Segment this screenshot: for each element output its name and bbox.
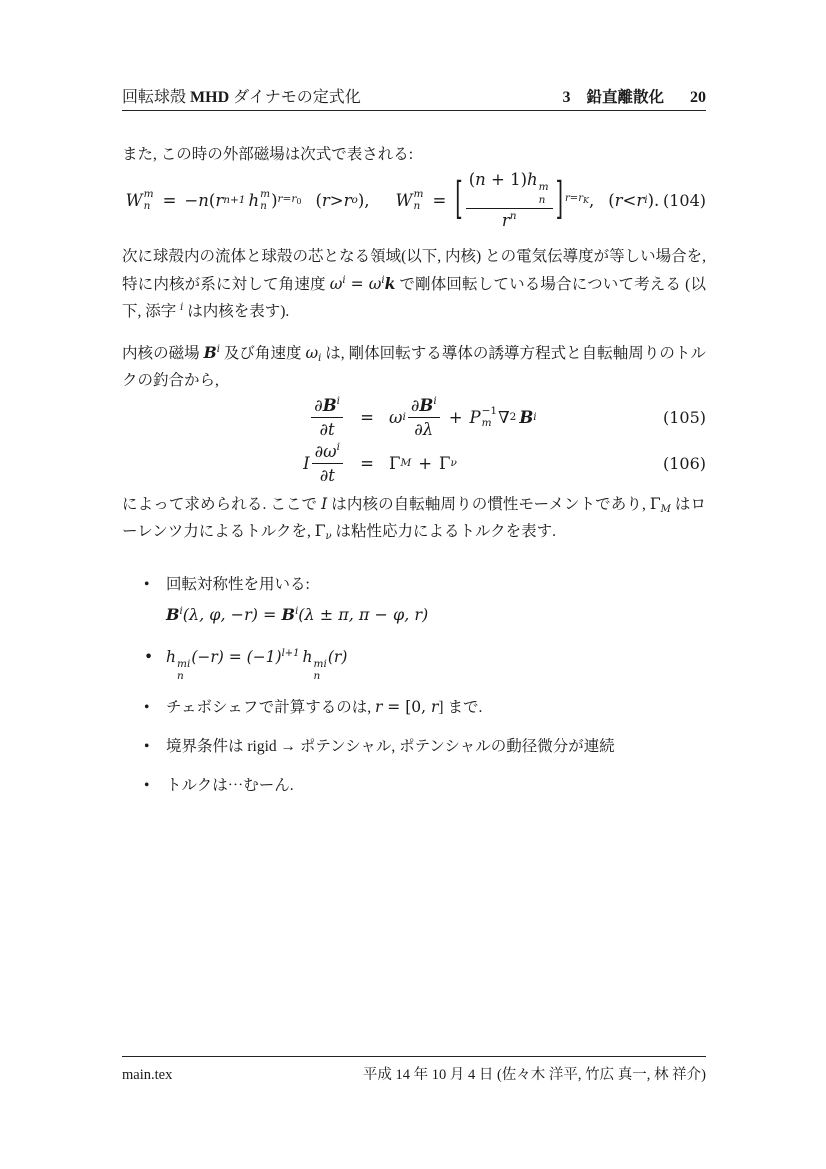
math-omega-i-1-sup: i: [342, 275, 346, 286]
page-number: 20: [690, 89, 706, 106]
equation-number-105: (105): [662, 407, 706, 427]
math-equals-106: =: [360, 453, 374, 473]
paragraph-2-seg1: 次に球殻内の流体と球殻の芯となる領域(以下, 内核) との電気伝導度が等しい場合を, 特に内核が系に対して角速度: [122, 248, 706, 293]
bullet-3-text-1: チェボシェフで計算するのは,: [166, 699, 375, 717]
math-num-plus1: + 1): [485, 170, 528, 190]
running-head-title-bold: MHD: [190, 89, 230, 106]
math-B-105-rhs: B: [419, 395, 434, 415]
math-W2-sup: m: [413, 187, 424, 200]
math-equals-2: =: [432, 190, 447, 210]
math-partial-2: ∂: [410, 395, 420, 415]
math-B-105-rhs-sup: i: [433, 394, 437, 407]
math-r-b3-1: r: [374, 698, 383, 717]
equation-array: [122, 394, 706, 486]
math-cond1-close: ),: [357, 190, 370, 210]
math-num-open: (: [468, 170, 476, 190]
bullet-item-parity: [144, 644, 706, 682]
math-close-paren: ): [271, 190, 278, 210]
paragraph-2-seg2: で剛体回転している場合について考える (以下, 添字: [122, 276, 706, 320]
equation-105-lhs: [122, 396, 345, 439]
math-num-h: h: [527, 170, 538, 190]
math-B-105-lhs: B: [322, 395, 337, 415]
running-head-title: [122, 84, 361, 107]
math-partial-lambda: ∂λ: [414, 419, 434, 439]
equation-number-106: (106): [662, 453, 706, 473]
equation-106: [122, 440, 706, 486]
footer-filename: main.tex: [122, 1067, 173, 1083]
equation-104: [122, 168, 706, 232]
math-b2-mid: (−r) = (−1): [191, 648, 282, 666]
math-B-105-end: B: [519, 407, 534, 427]
footer-rule: [122, 1056, 706, 1057]
bullet-item-torque-note: [144, 772, 706, 799]
math-num-h-sup: m: [538, 181, 549, 194]
math-plus-105: +: [448, 407, 463, 427]
math-omega-105: ω: [389, 407, 403, 427]
equation-106-rhs: Γ M + Γ ν: [389, 453, 457, 473]
math-h-sup: m: [260, 187, 271, 200]
bullet-5-text: トルクは⋯むーん.: [166, 777, 294, 795]
math-eval-sub-2-index: K: [582, 196, 589, 205]
equation-106-lhs: [122, 442, 345, 485]
bullet-item-boundary-condition: [144, 733, 706, 760]
math-omega-i-2-sup: i: [381, 275, 385, 286]
running-head-title-pre: 回転球殻: [122, 89, 191, 106]
math-P: P: [469, 407, 481, 427]
math-omega-sub-i-sub: i: [318, 353, 322, 364]
math-b2-end: (r): [327, 648, 348, 666]
math-W1: W: [125, 190, 143, 210]
math-eval-sub-2: r=r: [565, 193, 583, 204]
math-den-exp: n: [509, 209, 517, 222]
paragraph-3-seg2: 及び角速度: [219, 345, 306, 362]
math-partial-omega: ∂ω: [314, 441, 337, 461]
paragraph-3-seg3: は, 剛体回転する導体の誘導方程式と自転軸周りのトルクの釣合から,: [122, 345, 706, 389]
math-b2-exponent: l+1: [281, 648, 300, 659]
header-rule: [122, 110, 706, 111]
math-open-paren: (: [208, 190, 216, 210]
math-equals-105: =: [360, 407, 374, 427]
footer-date-authors: 平成 14 年 10 月 4 日 (佐々木 洋平, 竹広 真一, 林 祥介): [362, 1067, 706, 1083]
math-B-field: B: [203, 343, 217, 362]
math-r-b3-2: r: [430, 698, 439, 717]
math-omega-sub-i: ω: [305, 344, 319, 362]
math-b3-mid: = [0,: [382, 698, 431, 717]
paragraph-4-seg2: は内核の自転軸周りの慣性モーメントであり,: [327, 496, 650, 513]
math-P-sup: −1: [481, 404, 498, 417]
paragraph-inner-core-setup: [122, 243, 706, 325]
math-cond1-r2: r: [343, 190, 352, 210]
math-num-h-sub: n: [538, 193, 546, 206]
running-head-title-post: ダイナモの定式化: [229, 89, 361, 106]
bullet-item-symmetry: [144, 571, 706, 628]
paragraph-induction-torque: [122, 339, 706, 394]
math-den-r: r: [501, 210, 510, 230]
math-equals-1: =: [162, 190, 177, 210]
math-num-n: n: [475, 170, 486, 190]
math-B-field-sup: i: [216, 344, 220, 355]
math-Gamma-M-inline-sub: M: [660, 504, 671, 515]
math-h-b2-2-sup: mi: [313, 658, 327, 670]
math-I: I: [303, 453, 310, 473]
math-B-b1-1-sup: i: [179, 606, 183, 617]
equation-number-104: (104): [662, 190, 706, 210]
paragraph-1-text: また, この時の外部磁場は次式で表される:: [122, 146, 414, 163]
paragraph-torque-explanation: [122, 491, 706, 545]
paragraph-intro-external-field: [122, 141, 706, 168]
math-cond2-close: ).: [647, 190, 660, 210]
math-I-inline: I: [321, 495, 328, 513]
paragraph-4-seg3: はローレンツ力によるトルクを,: [122, 496, 706, 540]
math-r: r: [215, 190, 224, 210]
bullet-4-text: 境界条件は rigid → ポテンシャル, ポテンシャルの動径微分が連続: [166, 738, 615, 756]
paragraph-4-seg1: によって求められる. ここで: [122, 496, 322, 513]
page-footer: [122, 1063, 706, 1084]
math-cond2-rel: <: [622, 190, 637, 210]
math-omega-i-2: ω: [368, 275, 382, 293]
math-partial-1: ∂: [314, 395, 323, 415]
math-partial-omega-sup: i: [336, 440, 340, 453]
bullet-item-chebyshev: [144, 694, 706, 721]
math-eval-sub-1: r=r: [277, 192, 297, 205]
math-h: h: [248, 190, 260, 210]
math-B-b1-2-sup: i: [295, 606, 299, 617]
math-Gamma-M: Γ: [389, 453, 401, 473]
math-Gamma-nu-inline-sub: ν: [325, 531, 332, 542]
math-n: n: [198, 190, 209, 210]
math-B-b1-1: B: [166, 605, 180, 624]
math-partial-t-2: ∂t: [319, 465, 335, 485]
math-B-b1-2: B: [281, 605, 296, 624]
bullet-1-text: • 回転対称性を用いる:: [166, 576, 310, 593]
math-omega-i-1: ω: [329, 275, 343, 293]
math-B-105-lhs-sup: i: [336, 394, 340, 407]
paragraph-3-seg1: 内核の磁場: [122, 345, 204, 362]
math-eval-sub-1-index: 0: [296, 196, 302, 206]
math-minus: −: [184, 190, 199, 210]
math-h-b2-1-sup: mi: [176, 658, 191, 670]
math-superscript-i: i: [180, 302, 184, 313]
paragraph-4-seg4: は粘性応力によるトルクを表す.: [331, 523, 557, 540]
math-W1-sup: m: [143, 187, 154, 200]
math-h-b2-2: h: [302, 648, 313, 666]
math-cond1-r: r: [321, 190, 330, 210]
bullet-1-formula: [166, 601, 706, 628]
paragraph-2-seg3: は内核を表す).: [183, 303, 290, 320]
math-h-b2-1-sub: n: [176, 670, 184, 683]
bullet-3-text-2: ] まで.: [438, 699, 483, 717]
running-head-right: [562, 85, 706, 107]
equation-105: [122, 394, 706, 440]
bullet-list: [144, 571, 706, 811]
math-cond1-open: (: [315, 190, 322, 210]
math-cond2-r: r: [614, 190, 623, 210]
math-right-bracket: ]: [555, 173, 564, 225]
equation-105-rhs: ω i $\frac{\partial B^i}{\partial\lambda}$ + P −1 m ∇ 2 B i: [389, 394, 537, 439]
math-h-b2-1: h: [166, 648, 176, 666]
math-nabla: ∇: [498, 407, 510, 427]
math-fraction-104: [466, 170, 553, 229]
math-comma: ,: [588, 190, 595, 210]
math-cond2-r2: r: [636, 190, 645, 210]
math-plus-106: +: [418, 453, 433, 473]
math-cond1-rel: >: [329, 190, 344, 210]
math-b1-args-1: (λ, φ, −r) =: [182, 605, 282, 624]
math-h-sub: n: [260, 200, 267, 212]
math-left-bracket: [: [455, 173, 463, 225]
math-b1-args-2: (λ ± π, π − φ, r): [298, 605, 429, 624]
math-cond2-open: (: [608, 190, 615, 210]
running-head: [122, 84, 706, 107]
equation-104-body: W m n = − n ( r n+1 h m n ) r=r0 ( r > r o ), W m n = [ (n + 1)h m n $r^n$ ] $r=r_K$ , ( r < r i ).: [125, 170, 660, 230]
math-partial-t-1: ∂t: [319, 419, 335, 439]
section-number: 3: [562, 89, 571, 106]
math-Gamma-nu: Γ: [439, 453, 451, 473]
math-W2: W: [395, 190, 413, 210]
math-h-b2-2-sub: n: [313, 670, 321, 683]
math-k-vector: k: [384, 274, 396, 293]
math-P-sub: m: [481, 417, 492, 429]
math-Gamma-M-inline: Γ: [649, 495, 661, 513]
math-Gamma-nu-inline: Γ: [314, 522, 326, 540]
math-W2-sub: n: [413, 200, 421, 212]
math-inline-equals: =: [345, 275, 369, 293]
section-title: 鉛直離散化: [586, 89, 664, 106]
math-W1-sub: n: [143, 200, 151, 212]
